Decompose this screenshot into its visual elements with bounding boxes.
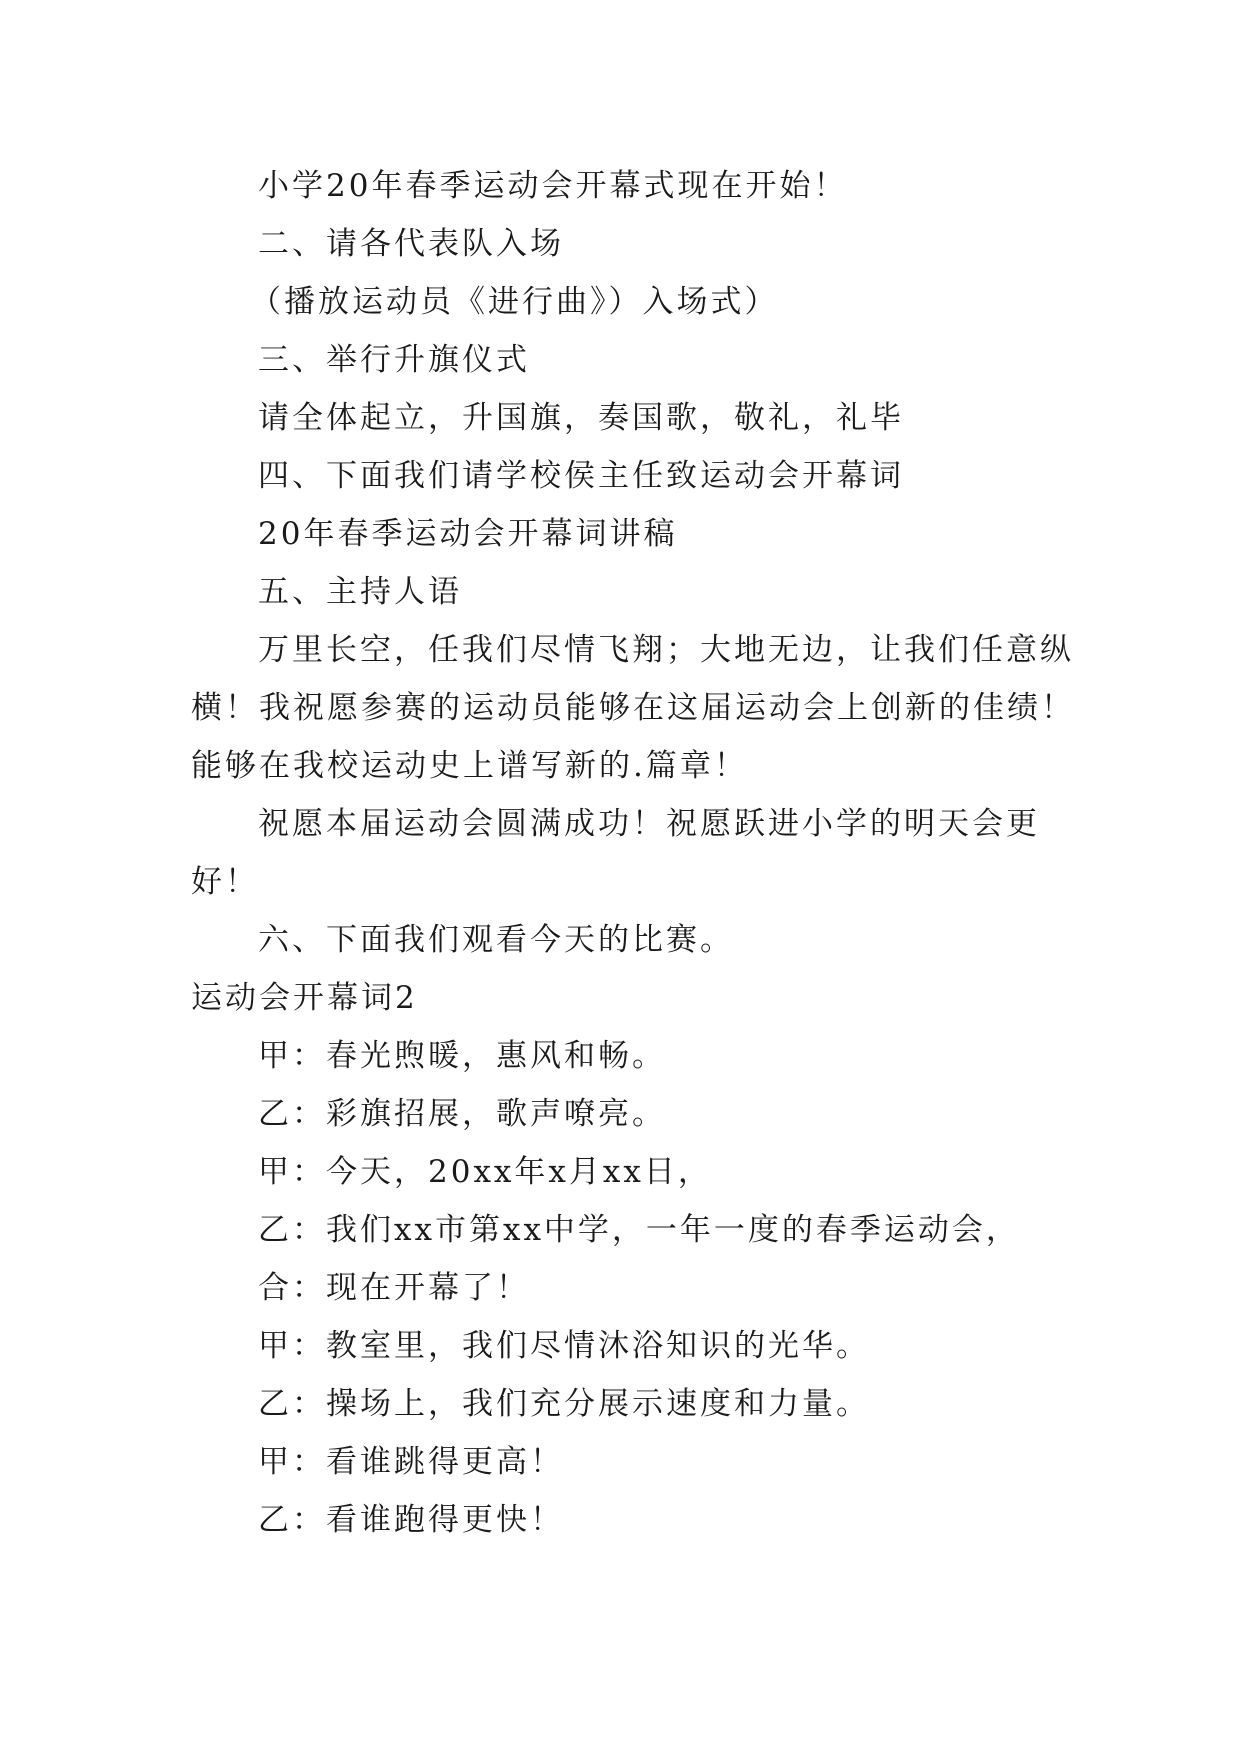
text-line: 好！ [191, 864, 259, 900]
text-line: 五、主持人语 [258, 574, 462, 610]
text-line: 甲：今天，20xx年x月xx日， [258, 1154, 712, 1190]
section-heading: 运动会开幕词2 [191, 980, 418, 1016]
text-line: 乙：看谁跑得更快！ [258, 1502, 564, 1538]
text-line: 六、下面我们观看今天的比赛。 [258, 922, 734, 958]
text-line: 乙：我们xx市第xx中学，一年一度的春季运动会， [258, 1212, 1020, 1248]
text-line: 请全体起立，升国旗，奏国歌，敬礼，礼毕 [258, 400, 904, 436]
text-line: 能够在我校运动史上谱写新的.篇章！ [191, 748, 748, 784]
text-line: 小学20年春季运动会开幕式现在开始！ [258, 168, 848, 204]
text-line: 四、下面我们请学校侯主任致运动会开幕词 [258, 458, 904, 494]
text-line: 甲：春光煦暖，惠风和畅。 [258, 1038, 666, 1074]
text-line: 乙：彩旗招展，歌声嘹亮。 [258, 1096, 666, 1132]
text-line: 祝愿本届运动会圆满成功！祝愿跃进小学的明天会更 [258, 806, 1040, 842]
text-line: 合：现在开幕了！ [258, 1270, 530, 1306]
text-line: 三、举行升旗仪式 [258, 342, 530, 378]
text-line: 横！我祝愿参赛的运动员能够在这届运动会上创新的佳绩！ [191, 690, 1075, 726]
text-line: 万里长空，任我们尽情飞翔；大地无边，让我们任意纵 [258, 632, 1074, 668]
text-line: 二、请各代表队入场 [258, 226, 564, 262]
text-line: 乙：操场上，我们充分展示速度和力量。 [258, 1386, 870, 1422]
text-line: （播放运动员《进行曲》）入场式） [250, 284, 779, 320]
text-line: 甲：教室里，我们尽情沐浴知识的光华。 [258, 1328, 870, 1364]
text-line: 甲：看谁跳得更高！ [258, 1444, 564, 1480]
text-line: 20年春季运动会开幕词讲稿 [258, 516, 678, 552]
